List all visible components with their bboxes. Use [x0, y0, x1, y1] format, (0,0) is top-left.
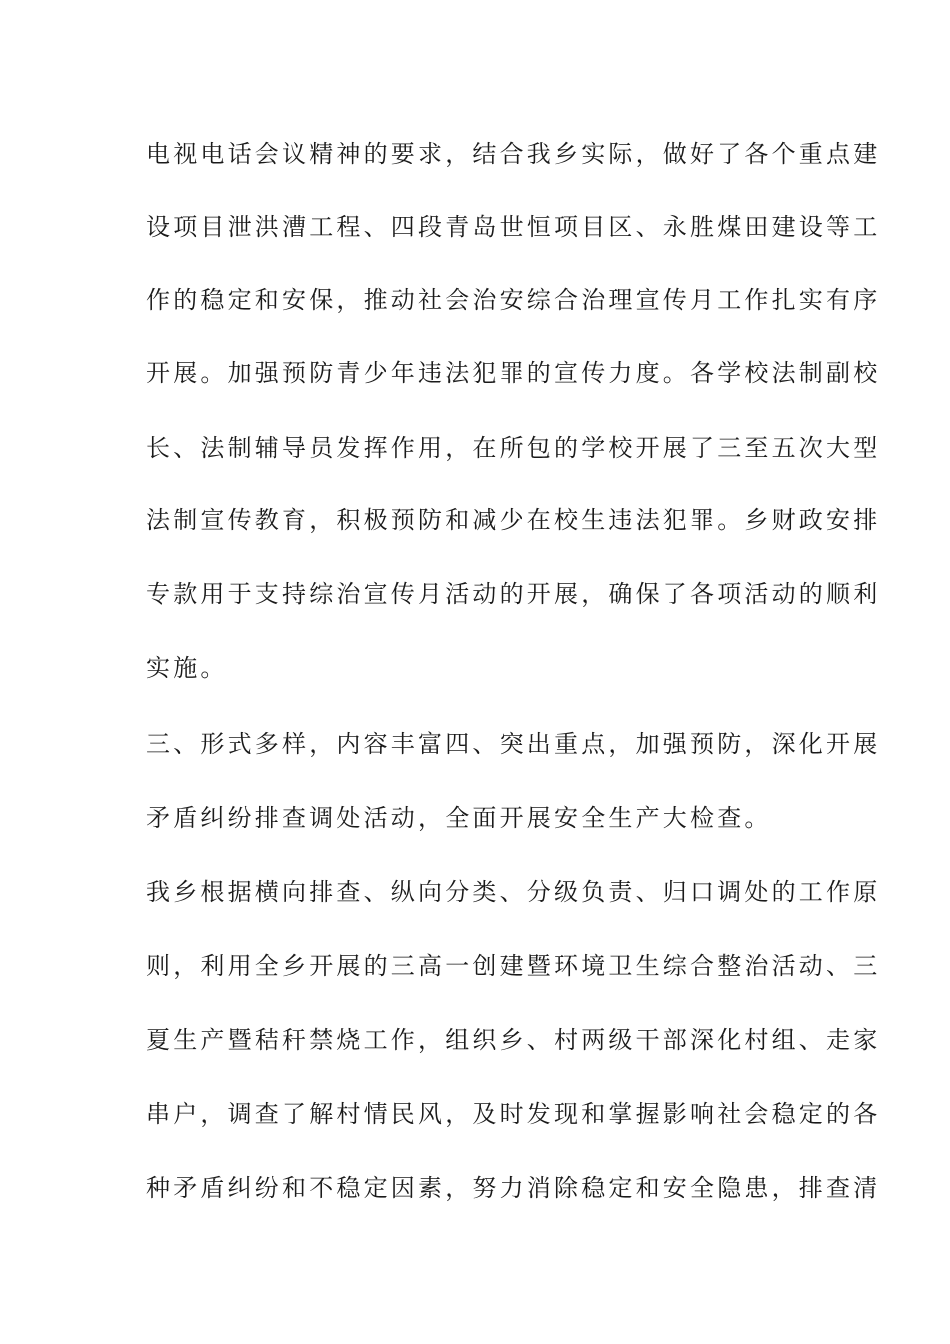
- text-line: 法制宣传教育，积极预防和减少在校生违法犯罪。乡财政安排: [146, 506, 881, 534]
- section-heading-line: 矛盾纠纷排查调处活动，全面开展安全生产大检查。: [146, 804, 772, 832]
- text-line: 作的稳定和安保，推动社会治安综合治理宣传月工作扎实有序: [146, 286, 881, 314]
- text-line: 长、法制辅导员发挥作用，在所包的学校开展了三至五次大型: [146, 434, 881, 462]
- text-line: 电视电话会议精神的要求，结合我乡实际，做好了各个重点建: [146, 140, 881, 168]
- text-line: 夏生产暨秸秆禁烧工作，组织乡、村两级干部深化村组、走家: [146, 1026, 881, 1054]
- text-line: 我乡根据横向排查、纵向分类、分级负责、归口调处的工作原: [146, 878, 881, 906]
- text-line: 串户，调查了解村情民风，及时发现和掌握影响社会稳定的各: [146, 1100, 881, 1128]
- text-line: 则，利用全乡开展的三高一创建暨环境卫生综合整治活动、三: [146, 952, 881, 980]
- text-line: 专款用于支持综治宣传月活动的开展，确保了各项活动的顺利: [146, 580, 881, 608]
- text-line: 实施。: [146, 654, 228, 682]
- text-line: 种矛盾纠纷和不稳定因素，努力消除稳定和安全隐患，排查清: [146, 1174, 881, 1202]
- text-line: 开展。加强预防青少年违法犯罪的宣传力度。各学校法制副校: [146, 359, 881, 387]
- section-heading-line: 三、形式多样，内容丰富四、突出重点，加强预防，深化开展: [146, 730, 881, 758]
- text-line: 设项目泄洪漕工程、四段青岛世恒项目区、永胜煤田建设等工: [146, 213, 881, 241]
